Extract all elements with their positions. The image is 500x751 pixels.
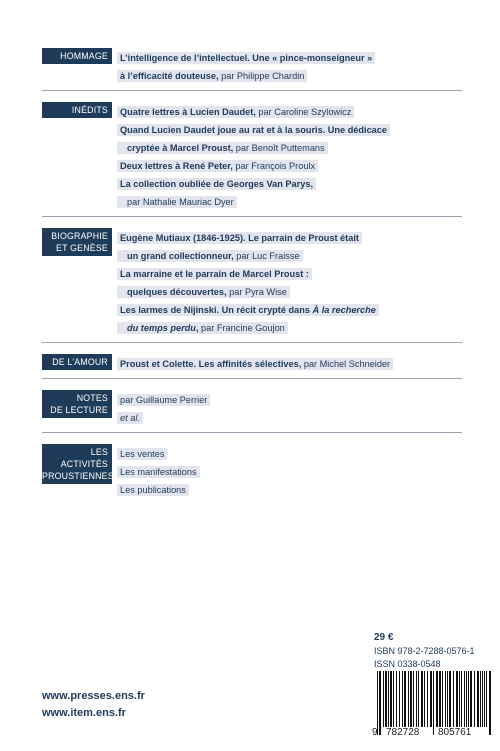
- entry-line: [117, 286, 290, 298]
- barcode-bar: [385, 671, 387, 727]
- entry-text: un grand collectionneur,: [127, 251, 234, 261]
- section-label: [42, 444, 112, 484]
- barcode-bar: [449, 671, 451, 727]
- barcode-bar: [482, 671, 483, 727]
- section-label: [42, 354, 112, 370]
- section-hommage: [42, 48, 462, 84]
- barcode-bar: [480, 671, 481, 727]
- entry-line: [117, 412, 143, 424]
- entry-text: à l’efficacité douteuse,: [120, 71, 219, 81]
- entry-line: [117, 142, 328, 154]
- entry-text: et al.: [120, 413, 140, 423]
- entry-line: [117, 250, 303, 262]
- section-activites: [42, 444, 462, 498]
- section-inedits: [42, 102, 462, 210]
- entry-text: Proust et Colette. Les affinités sélectives,: [120, 359, 302, 369]
- barcode-bar: [421, 671, 423, 727]
- barcode-bar: [416, 671, 417, 727]
- entry-text: L’intelligence de l’intellectuel. Une « pince-monseigneur »: [120, 53, 373, 63]
- entry-text: La marraine et le parrain de Marcel Proust :: [120, 269, 309, 279]
- barcode-bar: [408, 671, 409, 727]
- barcode-bar: [466, 671, 467, 727]
- entry-line: [117, 196, 237, 208]
- section-entries: [117, 48, 462, 84]
- barcode-bar: [396, 671, 397, 727]
- barcode-bar: [413, 671, 414, 727]
- section-label: [42, 102, 112, 118]
- barcode-bar: [453, 671, 454, 727]
- entry-line: [117, 232, 362, 244]
- barcode-bar: [427, 671, 428, 727]
- entry-line: [117, 178, 316, 190]
- entry-text: par Caroline Szylowicz: [255, 107, 352, 117]
- barcode-bar: [390, 671, 392, 727]
- barcode-bar: [445, 671, 446, 727]
- entry-text: Les larmes de Nijinski. Un récit crypté dans: [120, 305, 313, 315]
- barcode-bar: [410, 671, 412, 727]
- section-label-line: ACTIVITÉS: [60, 459, 108, 469]
- table-of-contents: [42, 48, 462, 498]
- barcode-bar: [461, 671, 462, 727]
- entry-text: quelques découvertes,: [127, 287, 227, 297]
- barcode-bar: [464, 671, 465, 727]
- entry-text: Eugène Mutiaux (1846-1925). Le parrain de Proust était: [120, 233, 359, 243]
- barcode-bar: [404, 671, 406, 727]
- barcode-bar: [484, 671, 485, 727]
- barcode-bar: [477, 671, 479, 727]
- section-label-line: PROUSTIENNES: [42, 471, 114, 481]
- entry-line: [117, 268, 312, 280]
- barcode-bar: [399, 671, 400, 727]
- entry-text: par Philippe Chardin: [218, 71, 305, 81]
- entry-line: [117, 106, 354, 118]
- section-label-line: DE L’AMOUR: [52, 357, 108, 367]
- entry-text: par Francine Goujon: [198, 323, 285, 333]
- section-divider: [42, 90, 462, 91]
- barcode-bar: [459, 671, 460, 727]
- barcode-digits-right: 805761: [438, 727, 472, 738]
- barcode-bar: [402, 671, 403, 727]
- section-label-line: NOTES: [76, 393, 108, 403]
- section-divider: [42, 378, 462, 379]
- barcode-bar: [393, 671, 394, 727]
- section-divider: [42, 432, 462, 433]
- barcode-bar: [439, 671, 441, 727]
- barcode-bar: [436, 671, 438, 727]
- entry-text: par Guillaume Perrier: [120, 395, 208, 405]
- barcode-bar: [486, 671, 487, 727]
- section-label: [42, 228, 112, 256]
- section-label-line: ET GENÈSE: [56, 243, 108, 253]
- barcode-bar: [377, 671, 378, 735]
- issn: ISSN 0338-0548: [374, 659, 441, 669]
- entry-text: par Benoît Puttemans: [233, 143, 325, 153]
- barcode-bar: [430, 671, 432, 727]
- entry-text: par Nathalie Mauriac Dyer: [127, 197, 234, 207]
- barcode-bar: [474, 671, 475, 727]
- entry-line: [117, 304, 379, 316]
- barcode-digits-left: 782728: [386, 727, 420, 738]
- section-amour: [42, 354, 462, 372]
- section-label-line: LES: [90, 447, 108, 457]
- entry-line: [117, 322, 288, 334]
- barcode-bar: [470, 671, 472, 727]
- section-entries: [117, 354, 462, 372]
- section-label-line: DE LECTURE: [50, 405, 108, 415]
- url-presses[interactable]: www.presses.ens.fr: [42, 690, 145, 702]
- barcode-bar: [383, 671, 384, 727]
- entry-text: par Pyra Wise: [226, 287, 287, 297]
- barcode-bar: [456, 671, 458, 727]
- section-label-line: BIOGRAPHIE: [51, 231, 108, 241]
- entry-line: [117, 124, 390, 136]
- entry-line: [117, 448, 167, 460]
- isbn: ISBN 978-2-7288-0576-1: [374, 646, 475, 656]
- barcode-digit-lead: 9: [372, 727, 378, 738]
- url-item[interactable]: www.item.ens.fr: [42, 707, 126, 719]
- entry-line: [117, 484, 189, 496]
- section-divider: [42, 342, 462, 343]
- barcode-bar: [424, 671, 425, 727]
- entry-text: À la recherche: [312, 305, 376, 315]
- entry-text: par Luc Fraisse: [233, 251, 300, 261]
- section-label-line: INÉDITS: [71, 105, 108, 115]
- entry-text: Les ventes: [120, 449, 165, 459]
- entry-text: cryptée à Marcel Proust,: [127, 143, 234, 153]
- entry-line: [117, 394, 210, 406]
- entry-text: ,: [195, 323, 199, 333]
- section-biographie: [42, 228, 462, 336]
- entry-line: [117, 358, 393, 370]
- barcode-bar: [379, 671, 381, 735]
- barcode-bar: [489, 671, 491, 735]
- barcode-bar: [388, 671, 389, 727]
- entry-text: La collection oubliée de Georges Van Parys,: [120, 179, 314, 189]
- entry-line: [117, 70, 307, 82]
- barcode-bar: [447, 671, 448, 727]
- section-divider: [42, 216, 462, 217]
- section-entries: [117, 444, 462, 498]
- section-label-line: HOMMAGE: [60, 51, 108, 61]
- entry-text: par Michel Schneider: [301, 359, 391, 369]
- entry-text: Les publications: [120, 485, 186, 495]
- entry-text: Deux lettres à René Peter,: [120, 161, 233, 171]
- entry-text: par François Proulx: [232, 161, 316, 171]
- entry-text: Quatre lettres à Lucien Daudet,: [120, 107, 256, 117]
- barcode-bar: [442, 671, 443, 727]
- section-entries: [117, 228, 462, 336]
- section-entries: [117, 390, 462, 426]
- entry-line: [117, 52, 375, 64]
- barcode-bar: [418, 671, 419, 727]
- section-notes: [42, 390, 462, 426]
- price: 29 €: [374, 632, 394, 643]
- entry-line: [117, 466, 200, 478]
- section-entries: [117, 102, 462, 210]
- entry-text: du temps perdu: [127, 323, 196, 333]
- barcode-bar: [468, 671, 469, 727]
- entry-text: Quand Lucien Daudet joue au rat et à la souris. Une dédicace: [120, 125, 388, 135]
- section-label: [42, 48, 112, 64]
- entry-line: [117, 160, 318, 172]
- barcode-bar: [433, 671, 434, 735]
- section-label: [42, 390, 112, 418]
- entry-text: Les manifestations: [120, 467, 197, 477]
